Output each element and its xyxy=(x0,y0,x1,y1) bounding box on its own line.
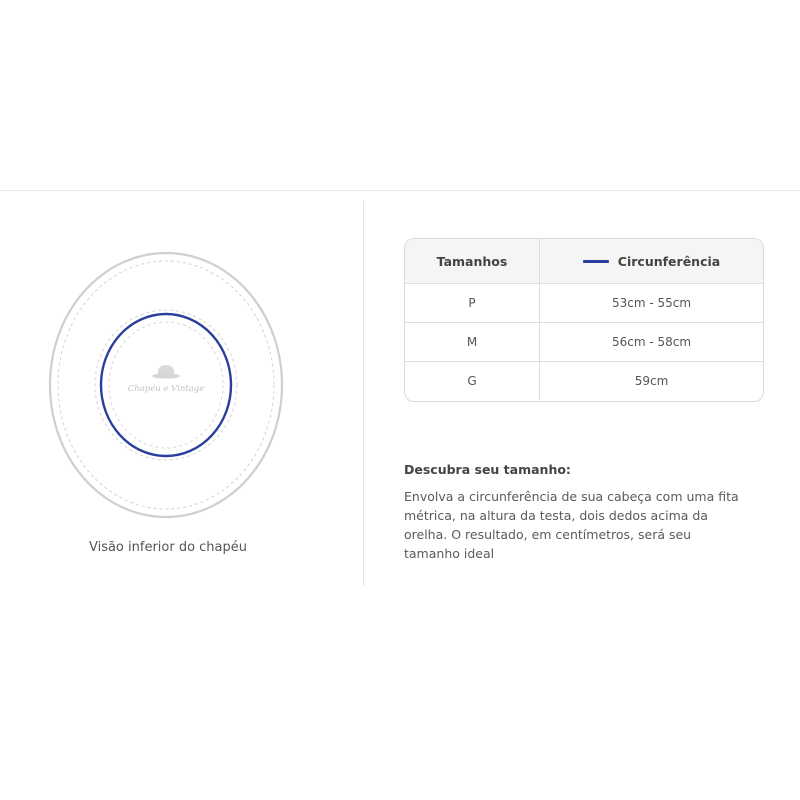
hat-bottom-view-illustration xyxy=(40,245,310,530)
top-divider xyxy=(0,190,800,191)
guide-text: Envolva a circunferência de sua cabeça com uma fita métrica, na altura da testa, dois dedos acima da orelha. O resultado, em centímetros, será seu tamanho ideal xyxy=(404,489,739,561)
table-row xyxy=(405,322,763,361)
header-circumference xyxy=(540,239,763,283)
brand-script-text: Chapéu e Vintage xyxy=(127,384,205,394)
size-table xyxy=(404,238,764,402)
hat-diagram xyxy=(40,245,310,530)
circumference-cell: 53cm - 55cm xyxy=(611,296,692,310)
guide-title: Descubra seu tamanho: xyxy=(404,462,571,477)
size-cell: P xyxy=(405,284,540,322)
hat-caption: Visão inferior do chapéu xyxy=(88,540,248,555)
table-row xyxy=(405,361,763,400)
circumference-cell: 59cm xyxy=(634,374,669,388)
header-sizes: Tamanhos xyxy=(405,239,540,283)
size-cell: G xyxy=(405,362,540,400)
size-cell: M xyxy=(405,323,540,361)
header-circumference-label: Circunferência xyxy=(617,253,721,269)
circumference-legend-line xyxy=(583,260,609,263)
vertical-divider xyxy=(363,201,364,586)
circumference-cell: 56cm - 58cm xyxy=(611,335,692,349)
table-row xyxy=(405,283,763,322)
table-header-row xyxy=(405,239,763,283)
